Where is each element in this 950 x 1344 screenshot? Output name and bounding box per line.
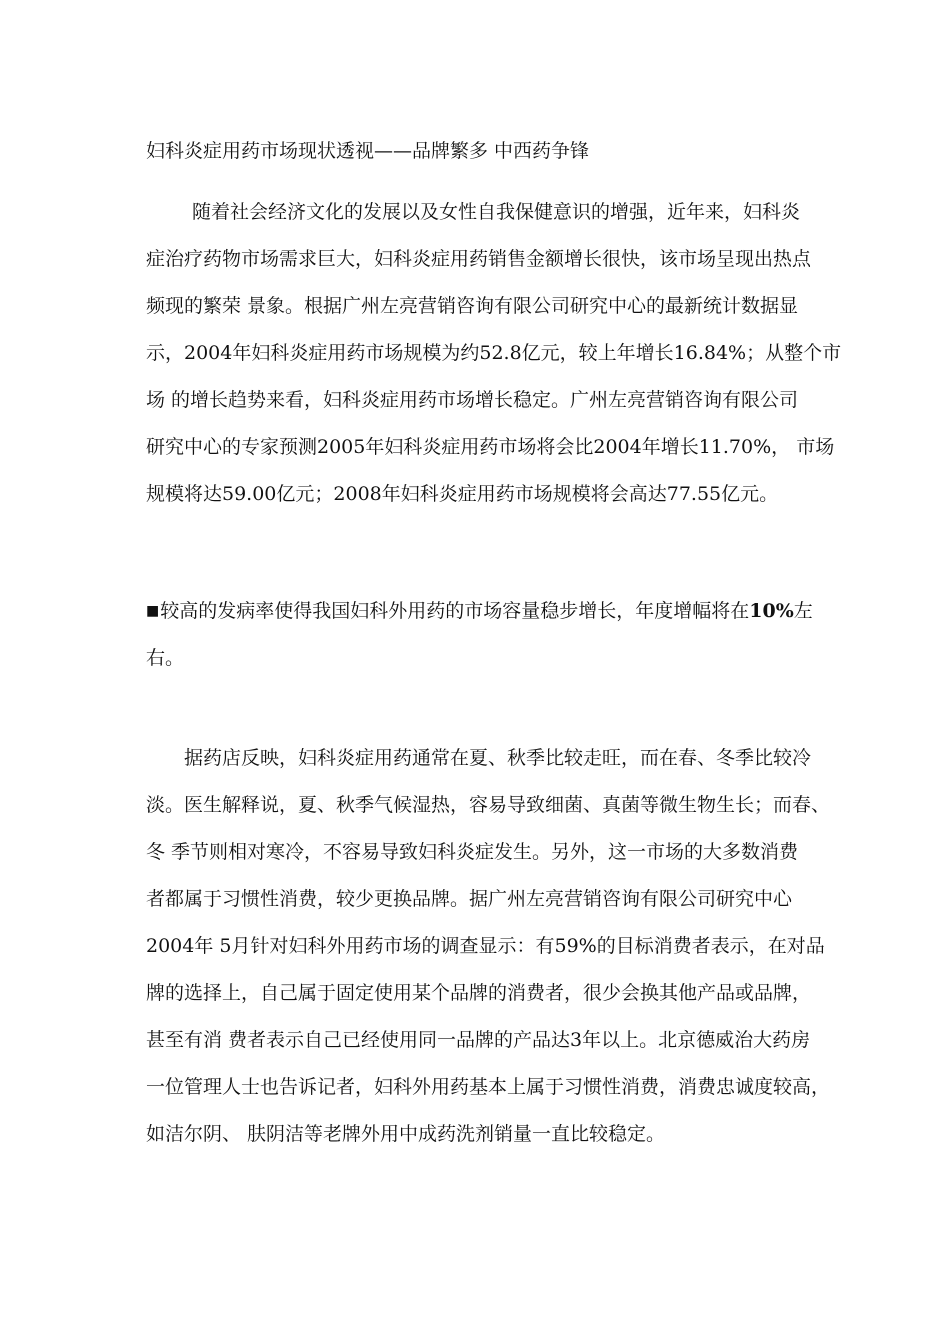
para1-line-7: 规模将达59.00亿元；2008年妇科炎症用药市场规模将会高达77.55亿元。 bbox=[146, 483, 779, 505]
highlight-text-after: 左 bbox=[793, 600, 813, 622]
highlight-text-before: 较高的发病率使得我国妇科外用药的市场容量稳步增长，年度增幅将在 bbox=[160, 600, 750, 622]
para2-line-1: 据药店反映，妇科炎症用药通常在夏、秋季比较走旺，而在春、冬季比较冷 bbox=[184, 747, 812, 769]
para1-line-2: 症治疗药物市场需求巨大，妇科炎症用药销售金额增长很快，该市场呈现出热点 bbox=[146, 248, 812, 270]
para2-line-6: 牌的选择上，自己属于固定使用某个品牌的消费者，很少会换其他产品或品牌， bbox=[146, 982, 812, 1004]
highlight-line-2: 右。 bbox=[146, 647, 185, 669]
bullet-square: ■ bbox=[146, 603, 160, 619]
document-title: 妇科炎症用药市场现状透视——品牌繁多 中西药争锋 bbox=[146, 140, 590, 162]
para2-line-8: 一位管理人士也告诉记者，妇科外用药基本上属于习惯性消费，消费忠诚度较高， bbox=[146, 1076, 831, 1098]
para1-line-3: 频现的繁荣 景象。根据广州左亮营销咨询有限公司研究中心的最新统计数据显 bbox=[146, 295, 799, 317]
para2-line-2: 淡。医生解释说，夏、秋季气候湿热，容易导致细菌、真菌等微生物生长；而春、 bbox=[146, 794, 831, 816]
para2-line-5: 2004年 5月针对妇科外用药市场的调查显示：有59%的目标消费者表示，在对品 bbox=[146, 935, 825, 957]
para1-line-6: 研究中心的专家预测2005年妇科炎症用药市场将会比2004年增长11.70%， 市场 bbox=[146, 436, 835, 458]
para2-line-7: 甚至有消 费者表示自己已经使用同一品牌的产品达3年以上。北京德威治大药房 bbox=[146, 1029, 811, 1051]
para2-line-3: 冬 季节则相对寒冷，不容易导致妇科炎症发生。另外，这一市场的大多数消费 bbox=[146, 841, 799, 863]
para2-line-9: 如洁尔阴、 肤阴洁等老牌外用中成药洗剂销量一直比较稳定。 bbox=[146, 1123, 666, 1145]
para2-line-4: 者都属于习惯性消费，较少更换品牌。据广州左亮营销咨询有限公司研究中心 bbox=[146, 888, 793, 910]
highlight-bold-value: 10% bbox=[749, 600, 794, 622]
highlight-line-1 bbox=[146, 597, 813, 625]
para1-line-5: 场 的增长趋势来看，妇科炎症用药市场增长稳定。广州左亮营销咨询有限公司 bbox=[146, 389, 799, 411]
para1-line-1: 随着社会经济文化的发展以及女性自我保健意识的增强，近年来，妇科炎 bbox=[192, 201, 801, 223]
para1-line-4: 示，2004年妇科炎症用药市场规模为约52.8亿元，较上年增长16.84%；从整个市 bbox=[146, 342, 842, 364]
